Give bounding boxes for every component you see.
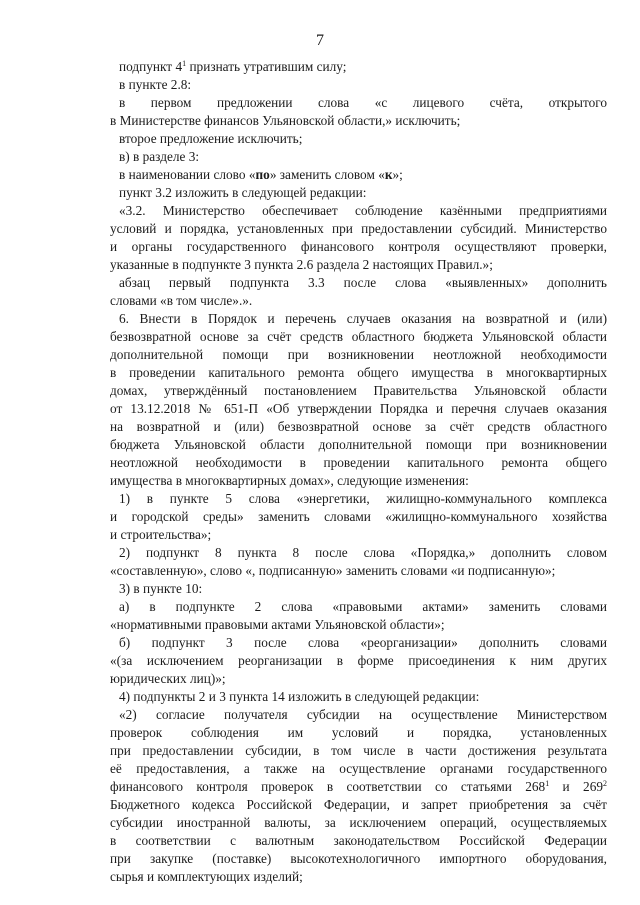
text-line: б) подпункт 3 после слова «реорганизации» дополнить словами xyxy=(119,635,607,650)
text-line: в пункте 2.8: xyxy=(119,77,192,92)
text-line: «нормативными правовыми актами Ульяновской области»; xyxy=(110,617,445,632)
text-line: Бюджетного кодекса Российской Федерации, и запрет приобретения за счёт xyxy=(110,797,607,812)
text-line: «2) согласие получателя субсидии на осуществление Министерством xyxy=(119,707,607,722)
text-line: а) в подпункте 2 слова «правовыми актами» заменить словами xyxy=(119,599,607,614)
bold-text: по xyxy=(255,167,270,182)
text-line: субсидии иностранной валюты, за исключением операций, осуществляемых xyxy=(110,815,607,830)
paragraph xyxy=(110,598,607,634)
text-line: неотложной необходимости в проведении капитального ремонта общего xyxy=(110,455,607,470)
text-line: «(за исключением реорганизации в форме присоединения к ним других xyxy=(110,653,607,668)
text-line: в первом предложении слова «с лицевого счёта, открытого xyxy=(119,95,607,110)
superscript: 2 xyxy=(603,779,607,788)
text-line: пункт 3.2 изложить в следующей редакции: xyxy=(119,185,367,200)
paragraph xyxy=(110,274,607,310)
text-fragment: »; xyxy=(392,167,403,182)
text-line: 1) в пункте 5 слова «энергетики, жилищно-коммунального комплекса xyxy=(119,491,607,506)
text-fragment: » заменить словом « xyxy=(269,167,385,182)
text-line: «3.2. Министерство обеспечивает соблюдение казёнными предприятиями xyxy=(119,203,607,218)
text-line: при предоставлении субсидии, в том числе в части достижения результата xyxy=(110,743,607,758)
text-fragment: признать утратившим силу; xyxy=(189,59,347,74)
bold-text: к xyxy=(384,167,393,182)
paragraph xyxy=(110,94,607,130)
text-line: дополнительной помощи при возникновении неотложной необходимости xyxy=(110,347,607,362)
page-number: 7 xyxy=(316,32,324,49)
superscript: 1 xyxy=(182,59,187,68)
text-line: 2) подпункт 8 пункта 8 после слова «Порядка,» дополнить словом xyxy=(119,545,607,560)
text-line: указанные в подпункте 3 пункта 2.6 раздела 2 настоящих Правил.»; xyxy=(110,257,493,272)
text-line: сырья и комплектующих изделий; xyxy=(110,869,303,884)
text-fragment: в наименовании слово « xyxy=(119,167,256,182)
paragraph xyxy=(110,58,607,76)
text-line: в Министерстве финансов Ульяновской области,» исключить; xyxy=(110,113,461,128)
paragraph xyxy=(110,310,607,490)
paragraph xyxy=(110,202,607,274)
document-body xyxy=(110,58,607,886)
paragraph xyxy=(110,490,607,544)
paragraph xyxy=(110,148,607,166)
text-line: от 13.12.2018 № 651-П «Об утверждении Порядка и перечня случаев оказания xyxy=(110,401,607,416)
text-line: в) в разделе 3: xyxy=(119,149,200,164)
text-line: и строительства»; xyxy=(110,527,212,542)
paragraph xyxy=(110,688,607,706)
text-line: её предоставления, а также на осуществление органами государственного xyxy=(110,761,607,776)
text-line: и органы государственного финансового контроля осуществляют проверки, xyxy=(110,239,607,254)
paragraph xyxy=(110,706,607,886)
text-line: бюджета Ульяновской области дополнительной помощи при возникновении xyxy=(110,437,607,452)
paragraph xyxy=(110,634,607,688)
text-line: условий и порядка, установленных при предоставлении субсидий. Министерство xyxy=(110,221,607,236)
paragraph xyxy=(110,166,607,184)
text-line: «составленную», слово «, подписанную» заменить словами «и подписанную»; xyxy=(110,563,556,578)
text-line xyxy=(110,58,607,76)
text-line: юридических лиц)»; xyxy=(110,671,226,686)
paragraph xyxy=(110,544,607,580)
text-line: 3) в пункте 10: xyxy=(119,581,203,596)
text-line: имущества в многоквартирных домах», следующие изменения: xyxy=(110,473,469,488)
paragraph xyxy=(110,184,607,202)
text-line: и городской среды» заменить словами «жилищно-коммунального хозяйства xyxy=(110,509,607,524)
text-line: второе предложение исключить; xyxy=(119,131,303,146)
paragraph xyxy=(110,130,607,148)
text-line: словами «в том числе».». xyxy=(110,293,253,308)
text-line: проверок соблюдения им условий и порядка, установленных xyxy=(110,725,607,740)
text-line: при закупке (поставке) высокотехнологичного импортного оборудования, xyxy=(110,851,607,866)
text-line: на возвратной и (или) безвозвратной основе за счёт средств областного xyxy=(110,419,607,434)
text-line: в проведении капитального ремонта общего имущества в многоквартирных xyxy=(110,365,607,380)
text-line: 6. Внести в Порядок и перечень случаев оказания на возвратной и (или) xyxy=(119,311,607,326)
text-line xyxy=(110,166,607,184)
superscript: 1 xyxy=(545,779,550,788)
paragraph xyxy=(110,76,607,94)
paragraph xyxy=(110,580,607,598)
text-fragment: и 269 xyxy=(549,779,603,794)
text-line xyxy=(101,778,607,796)
text-line: абзац первый подпункта 3.3 после слова «выявленных» дополнить xyxy=(119,275,607,290)
text-line: 4) подпункты 2 и 3 пункта 14 изложить в следующей редакции: xyxy=(119,689,480,704)
text-line: домах, утверждённый постановлением Правительства Ульяновской области xyxy=(110,383,607,398)
text-line: в соответствии с валютным законодательством Российской Федерации xyxy=(110,833,607,848)
text-fragment: подпункт 4 xyxy=(119,59,183,74)
text-line: безвозвратной основе за счёт средств областного бюджета Ульяновской области xyxy=(110,329,607,344)
text-fragment: финансового контроля проверок в соответствии со статьями 268 xyxy=(110,779,546,794)
